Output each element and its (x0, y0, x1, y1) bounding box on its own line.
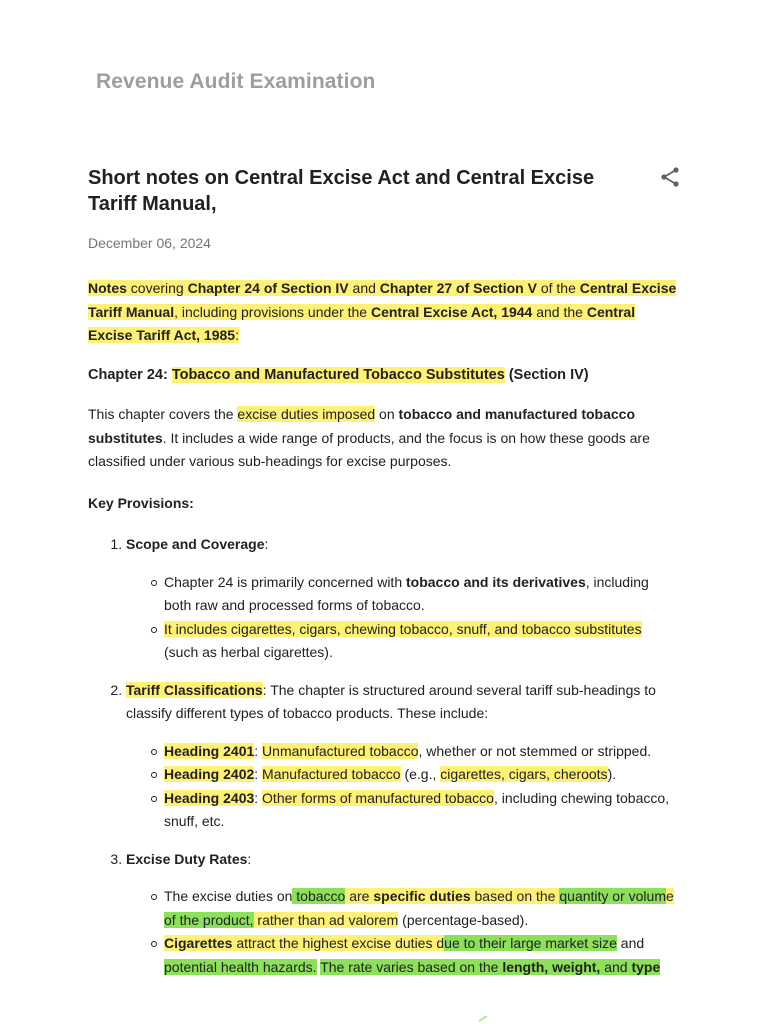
scope-bullets (126, 571, 678, 665)
list-item: Heading 2401: Unmanufactured tobacco, whether or not stemmed or stripped. (164, 740, 678, 764)
share-icon[interactable] (658, 165, 682, 189)
provisions-list (88, 533, 678, 979)
list-item: Cigarettes attract the highest excise duties due to their large market size and potential health hazards. The rate varies based on the length, weight, and type (164, 932, 678, 979)
blog-title[interactable]: Revenue Audit Examination (96, 70, 376, 93)
scope-heading: 1. Scope and Coverage: (126, 536, 269, 552)
post-title: Short notes on Central Excise Act and Central Excise Tariff Manual, (88, 167, 595, 215)
intro-text: Notes covering Chapter 24 of Section IV and Chapter 27 of Section V of the Central Excise Tariff Manual, including provisions under the Central Excise Act, 1944 and the Central Excise Tariff Act, 1985: (88, 280, 677, 343)
post-date: December 06, 2024 (88, 235, 211, 251)
post-header (88, 165, 688, 217)
list-item-tariff (126, 679, 678, 834)
list-item: Chapter 24 is primarily concerned with tobacco and its derivatives, including both raw and processed forms of tobacco. (164, 571, 678, 618)
tariff-heading: 2. Tariff Classifications: The chapter is structured around several tariff sub-headings to classify different types of tobacco products. These include: (126, 681, 656, 721)
key-provisions-label: Key Provisions: (88, 494, 194, 511)
chapter-name: Tobacco and Manufactured Tobacco Substitutes (171, 366, 505, 383)
list-item: The excise duties on tobacco are specific duties based on the quantity or volume of the product, rather than ad valorem (percentage-based). (164, 885, 678, 932)
list-item-rates (126, 848, 678, 980)
list-item: Heading 2403: Other forms of manufactured tobacco, including chewing tobacco, snuff, etc. (164, 787, 678, 834)
list-item: It includes cigarettes, cigars, chewing tobacco, snuff, and tobacco substitutes (such as herbal cigarettes). (164, 618, 678, 665)
rates-heading: 3. Excise Duty Rates: (126, 850, 252, 867)
tariff-bullets (126, 740, 678, 834)
chapter-description: This chapter covers the excise duties imposed on tobacco and manufactured tobacco substitutes. It includes a wide range of products, and the focus is on how these goods are classified under various sub-headings for excise purposes. (88, 406, 650, 469)
annotation-mark (478, 1014, 490, 1022)
rates-bullets (126, 885, 678, 979)
intro-paragraph (88, 277, 678, 348)
list-item-scope (126, 533, 678, 665)
list-item: Heading 2402: Manufactured tobacco (e.g., cigarettes, cigars, cheroots). (164, 763, 678, 787)
post-body (88, 277, 678, 993)
chapter-heading: Chapter 24: Tobacco and Manufactured Tobacco Substitutes (Section IV) (88, 366, 589, 383)
